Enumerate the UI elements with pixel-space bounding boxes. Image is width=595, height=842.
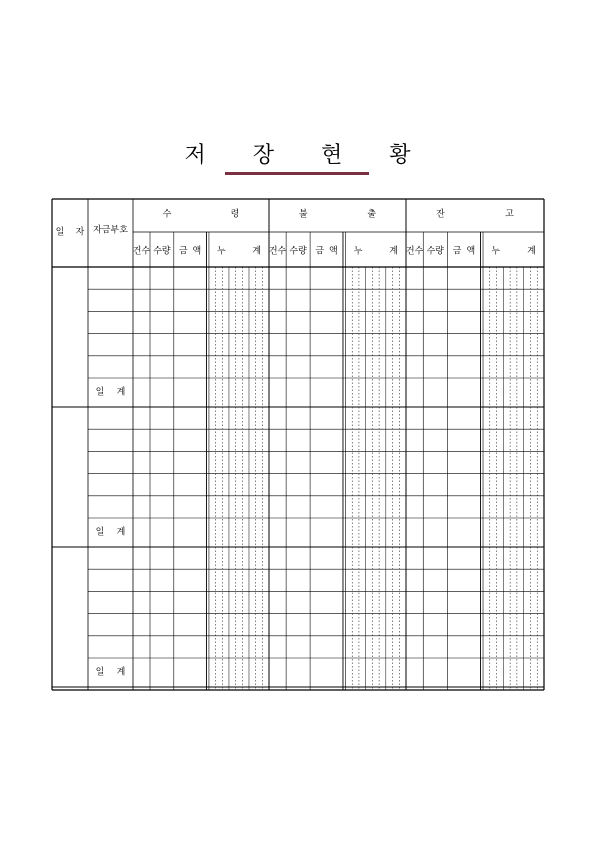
sub-header-cumulative: 계: [252, 246, 262, 257]
daily-total-label: 일: [95, 387, 105, 398]
group-header-label: 수: [162, 209, 172, 220]
sub-header-amount: 액: [466, 246, 476, 257]
daily-total-label: 계: [116, 667, 126, 678]
page-title: 저 장 현 황: [184, 143, 431, 168]
sub-header-cumulative: 누: [217, 246, 226, 257]
date-header-label: 일: [55, 227, 65, 238]
sub-header-amount: 금: [315, 246, 325, 257]
group-header-label: 령: [230, 209, 240, 220]
sub-header-qty: 수량: [289, 246, 307, 257]
sub-header-count: 건수: [132, 246, 151, 257]
group-header-label: 잔: [436, 209, 445, 220]
daily-total-label: 일: [95, 667, 105, 678]
daily-total-label: 일: [95, 527, 105, 538]
sub-header-cumulative: 계: [527, 246, 536, 257]
group-header-label: 고: [505, 209, 514, 220]
fund-no-header-label: 자금부호: [93, 225, 128, 236]
sub-header-cumulative: 누: [353, 246, 363, 257]
sub-header-amount: 액: [329, 246, 338, 257]
sub-header-cumulative: 누: [491, 246, 501, 257]
sub-header-amount: 금: [178, 246, 188, 257]
date-header-label: 자: [75, 227, 85, 238]
daily-total-label: 계: [116, 527, 126, 538]
group-header-label: 불: [298, 209, 308, 220]
sub-header-cumulative: 계: [389, 246, 399, 257]
sub-header-count: 건수: [405, 246, 424, 257]
sub-header-amount: 금: [452, 246, 462, 257]
sub-header-qty: 수량: [426, 246, 445, 257]
sub-header-qty: 수량: [153, 246, 171, 257]
group-header-label: 출: [367, 209, 377, 220]
sub-header-amount: 액: [192, 246, 202, 257]
daily-total-label: 계: [116, 387, 126, 398]
sub-header-count: 건수: [268, 246, 287, 257]
